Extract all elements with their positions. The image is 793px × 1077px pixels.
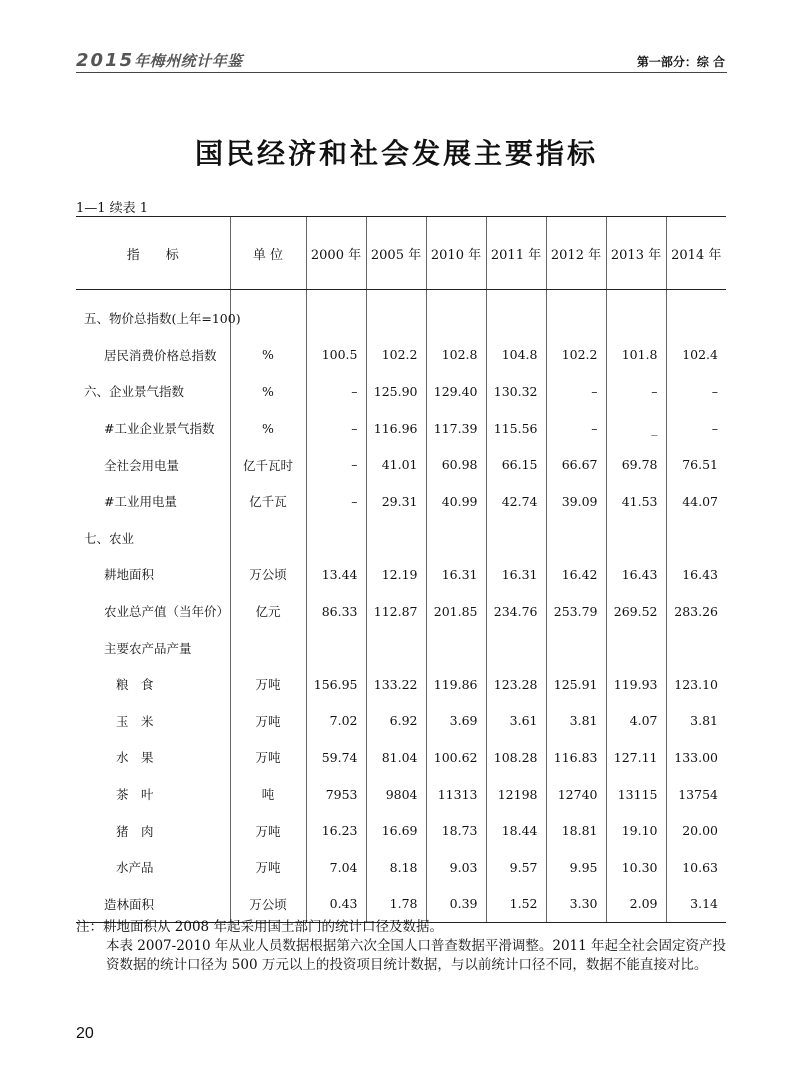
- row-label: 居民消费价格总指数: [104, 347, 217, 363]
- cell-value: 116.96: [366, 410, 426, 447]
- cell-value: 1.78: [366, 886, 426, 923]
- table-row: [76, 739, 726, 776]
- cell-value: –: [306, 373, 366, 410]
- cell-value: 0.43: [306, 886, 366, 923]
- cell-value: [546, 520, 606, 557]
- cell-value: 20.00: [666, 812, 726, 849]
- table-row: [76, 337, 726, 374]
- cell-value: [486, 520, 546, 557]
- cell-value: 116.83: [546, 739, 606, 776]
- cell-value: 86.33: [306, 593, 366, 630]
- indicators-table: [76, 216, 726, 923]
- column-header: 2013 年: [606, 217, 666, 290]
- cell-value: 18.81: [546, 812, 606, 849]
- cell-value: 16.43: [606, 556, 666, 593]
- cell-value: 0.39: [426, 886, 486, 923]
- cell-value: [486, 629, 546, 666]
- row-label: 耕地面积: [104, 567, 155, 583]
- cell-value: 7.04: [306, 849, 366, 886]
- cell-value: [366, 629, 426, 666]
- cell-value: 123.10: [666, 666, 726, 703]
- cell-value: 60.98: [426, 446, 486, 483]
- cell-value: 108.28: [486, 739, 546, 776]
- table-header-row: [76, 217, 726, 290]
- cell-value: [546, 629, 606, 666]
- table-row: [76, 483, 726, 520]
- row-unit: [230, 629, 306, 666]
- cell-value: [546, 300, 606, 337]
- cell-value: 13.44: [306, 556, 366, 593]
- cell-value: 119.93: [606, 666, 666, 703]
- row-label: 茶 叶: [116, 787, 154, 803]
- cell-value: 7953: [306, 776, 366, 813]
- cell-value: [666, 629, 726, 666]
- cell-value: 8.18: [366, 849, 426, 886]
- cell-value: 130.32: [486, 373, 546, 410]
- cell-value: 16.31: [426, 556, 486, 593]
- row-label: 造林面积: [76, 886, 230, 923]
- cell-value: _: [606, 410, 666, 447]
- cell-value: 112.87: [366, 593, 426, 630]
- table-row: [76, 520, 726, 557]
- cell-value: 42.74: [486, 483, 546, 520]
- cell-value: 10.30: [606, 849, 666, 886]
- cell-value: 102.2: [366, 337, 426, 374]
- footnote-1: 注：耕地面积从 2008 年起采用国土部门的统计口径及数据。: [76, 919, 443, 935]
- row-unit: %: [230, 410, 306, 447]
- cell-value: 3.81: [666, 703, 726, 740]
- cell-value: 100.62: [426, 739, 486, 776]
- cell-value: 6.92: [366, 703, 426, 740]
- cell-value: 125.90: [366, 373, 426, 410]
- cell-value: 101.8: [606, 337, 666, 374]
- row-unit: %: [230, 337, 306, 374]
- cell-value: 69.78: [606, 446, 666, 483]
- cell-value: 4.07: [606, 703, 666, 740]
- row-unit: [230, 300, 306, 337]
- cell-value: [306, 629, 366, 666]
- cell-value: 115.56: [486, 410, 546, 447]
- row-unit: 万公顷: [230, 886, 306, 923]
- cell-value: 201.85: [426, 593, 486, 630]
- cell-value: 3.61: [486, 703, 546, 740]
- cell-value: [426, 629, 486, 666]
- table-row: [76, 410, 726, 447]
- cell-value: [366, 300, 426, 337]
- row-label: 全社会用电量: [104, 457, 180, 473]
- cell-value: 59.74: [306, 739, 366, 776]
- table-row: [76, 776, 726, 813]
- row-label: 七、农业: [84, 530, 135, 546]
- cell-value: [606, 629, 666, 666]
- cell-value: 127.11: [606, 739, 666, 776]
- cell-value: 16.43: [666, 556, 726, 593]
- row-unit: 万吨: [230, 849, 306, 886]
- header-divider: [76, 72, 727, 73]
- row-label: 玉 米: [116, 713, 154, 729]
- cell-value: 76.51: [666, 446, 726, 483]
- section-label: 第一部分：综 合: [636, 55, 725, 69]
- row-unit: 万吨: [230, 666, 306, 703]
- cell-value: 100.5: [306, 337, 366, 374]
- cell-value: –: [666, 373, 726, 410]
- row-unit: 万吨: [230, 812, 306, 849]
- yearbook-year: 2015: [76, 50, 135, 71]
- cell-value: 2.09: [606, 886, 666, 923]
- cell-value: –: [306, 410, 366, 447]
- cell-value: [606, 520, 666, 557]
- cell-value: –: [546, 373, 606, 410]
- column-header: 2012 年: [546, 217, 606, 290]
- row-unit: 万吨: [230, 739, 306, 776]
- cell-value: 253.79: [546, 593, 606, 630]
- row-unit: [230, 520, 306, 557]
- row-label: 主要农产品产量: [104, 640, 192, 656]
- cell-value: 102.8: [426, 337, 486, 374]
- cell-value: [426, 300, 486, 337]
- cell-value: –: [666, 410, 726, 447]
- column-header: 单 位: [230, 217, 306, 290]
- cell-value: 41.01: [366, 446, 426, 483]
- cell-value: 133.22: [366, 666, 426, 703]
- page-title: 国民经济和社会发展主要指标: [194, 137, 598, 170]
- row-label: 粮 食: [116, 677, 154, 693]
- column-header: 2014 年: [666, 217, 726, 290]
- cell-value: 234.76: [486, 593, 546, 630]
- cell-value: 9804: [366, 776, 426, 813]
- row-unit: 万公顷: [230, 556, 306, 593]
- cell-value: –: [546, 410, 606, 447]
- cell-value: 66.67: [546, 446, 606, 483]
- cell-value: 11313: [426, 776, 486, 813]
- cell-value: [666, 300, 726, 337]
- cell-value: 117.39: [426, 410, 486, 447]
- row-label: 猪 肉: [116, 823, 154, 839]
- cell-value: 3.81: [546, 703, 606, 740]
- cell-value: [306, 300, 366, 337]
- cell-value: 156.95: [306, 666, 366, 703]
- cell-value: [606, 300, 666, 337]
- column-header: 2000 年: [306, 217, 366, 290]
- table-row: [76, 666, 726, 703]
- row-label: #工业用电量: [104, 494, 177, 510]
- footnote-2: 本表 2007-2010 年从业人员数据根据第六次全国人口普查数据平滑调整。2011 年起全社会固定资产投资数据的统计口径为 500 万元以上的投资项目统计数据，与以前统计口径不同，数据不能直接对比。: [106, 938, 727, 973]
- cell-value: 133.00: [666, 739, 726, 776]
- cell-value: –: [306, 446, 366, 483]
- table-row: [76, 446, 726, 483]
- cell-value: 12740: [546, 776, 606, 813]
- yearbook-header-title: [76, 50, 243, 71]
- cell-value: 9.95: [546, 849, 606, 886]
- cell-value: 3.69: [426, 703, 486, 740]
- cell-value: 66.15: [486, 446, 546, 483]
- cell-value: 16.23: [306, 812, 366, 849]
- cell-value: 44.07: [666, 483, 726, 520]
- table-row: [76, 703, 726, 740]
- row-unit: 亿元: [230, 593, 306, 630]
- cell-value: 12.19: [366, 556, 426, 593]
- row-label: 农业总产值（当年价）: [104, 604, 230, 620]
- table-row: [76, 812, 726, 849]
- cell-value: [426, 520, 486, 557]
- row-label: 六、企业景气指数: [84, 384, 185, 400]
- cell-value: 129.40: [426, 373, 486, 410]
- cell-value: 3.14: [666, 886, 726, 923]
- column-header: 2005 年: [366, 217, 426, 290]
- table-row: [76, 373, 726, 410]
- row-unit: 吨: [230, 776, 306, 813]
- cell-value: 16.42: [546, 556, 606, 593]
- cell-value: 102.2: [546, 337, 606, 374]
- cell-value: [306, 520, 366, 557]
- cell-value: 18.44: [486, 812, 546, 849]
- cell-value: 13115: [606, 776, 666, 813]
- cell-value: 3.30: [546, 886, 606, 923]
- cell-value: 16.69: [366, 812, 426, 849]
- cell-value: 9.57: [486, 849, 546, 886]
- cell-value: 9.03: [426, 849, 486, 886]
- cell-value: 13754: [666, 776, 726, 813]
- cell-value: 125.91: [546, 666, 606, 703]
- row-label: 五、物价总指数(上年=100): [84, 311, 241, 327]
- cell-value: 81.04: [366, 739, 426, 776]
- column-header: 指 标: [76, 217, 230, 290]
- table-row: [76, 556, 726, 593]
- table-row: [76, 300, 726, 337]
- footnotes: [76, 918, 736, 975]
- cell-value: –: [606, 373, 666, 410]
- cell-value: 10.63: [666, 849, 726, 886]
- cell-value: [666, 520, 726, 557]
- row-unit: 亿千瓦: [230, 483, 306, 520]
- cell-value: 41.53: [606, 483, 666, 520]
- cell-value: [486, 300, 546, 337]
- cell-value: 102.4: [666, 337, 726, 374]
- cell-value: 40.99: [426, 483, 486, 520]
- cell-value: 39.09: [546, 483, 606, 520]
- table-row: [76, 593, 726, 630]
- cell-value: 18.73: [426, 812, 486, 849]
- cell-value: 123.28: [486, 666, 546, 703]
- table-caption: 1—1 续表 1: [76, 201, 149, 216]
- cell-value: 1.52: [486, 886, 546, 923]
- cell-value: 269.52: [606, 593, 666, 630]
- cell-value: 12198: [486, 776, 546, 813]
- cell-value: 19.10: [606, 812, 666, 849]
- row-label: #工业企业景气指数: [104, 421, 215, 437]
- cell-value: 7.02: [306, 703, 366, 740]
- table-row: [76, 849, 726, 886]
- row-unit: 亿千瓦时: [230, 446, 306, 483]
- column-header: 2010 年: [426, 217, 486, 290]
- cell-value: 104.8: [486, 337, 546, 374]
- column-header: 2011 年: [486, 217, 546, 290]
- row-label: 水产品: [116, 860, 154, 876]
- cell-value: 29.31: [366, 483, 426, 520]
- row-unit: %: [230, 373, 306, 410]
- row-unit: 万吨: [230, 703, 306, 740]
- cell-value: –: [306, 483, 366, 520]
- yearbook-name: 年梅州统计年鉴: [134, 52, 243, 70]
- page-number: 20: [76, 1025, 94, 1042]
- cell-value: 16.31: [486, 556, 546, 593]
- table-row: [76, 629, 726, 666]
- cell-value: 283.26: [666, 593, 726, 630]
- row-label: 水 果: [116, 750, 154, 766]
- cell-value: [366, 520, 426, 557]
- cell-value: 119.86: [426, 666, 486, 703]
